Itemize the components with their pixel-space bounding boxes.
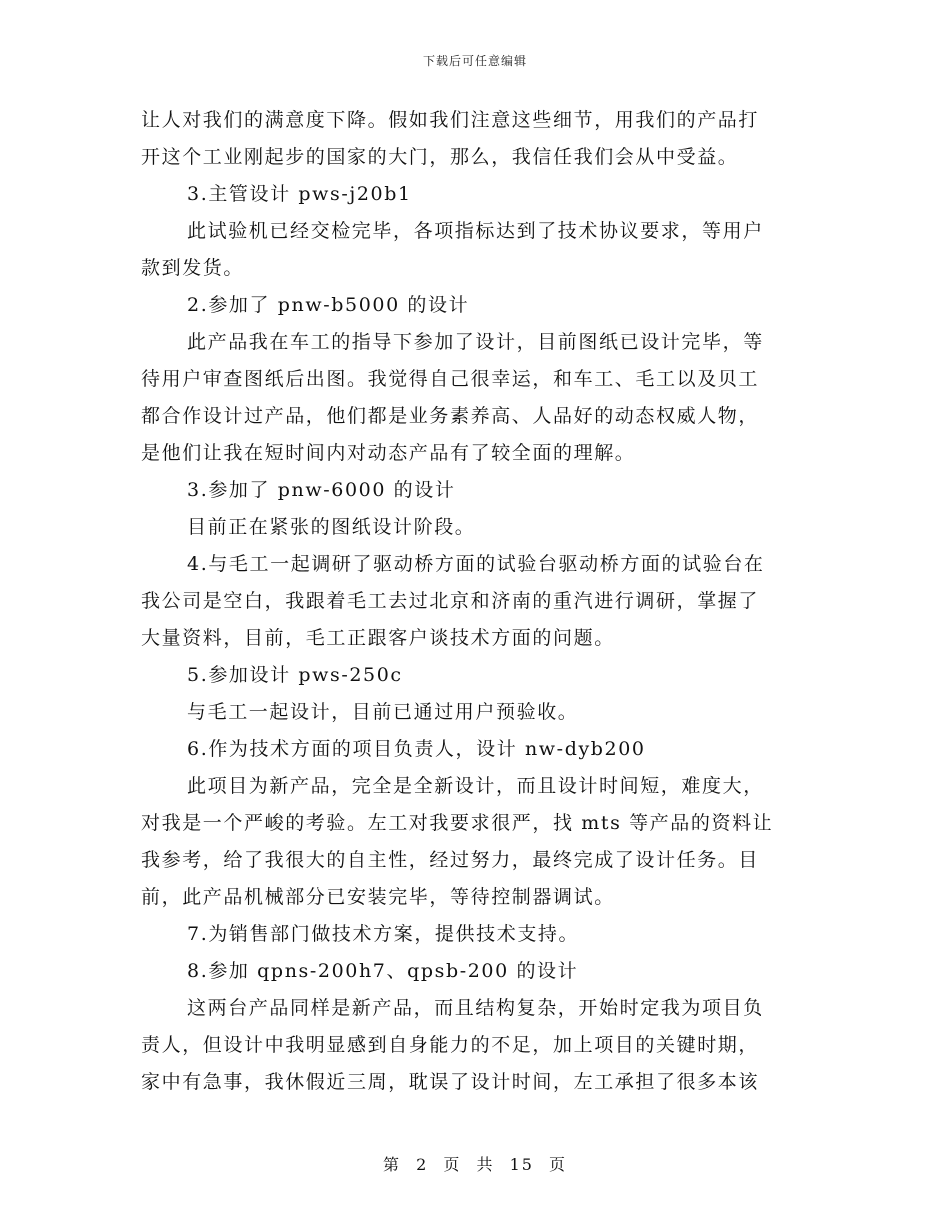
text-line: 都合作设计过产品，他们都是业务素养高、人品好的动态权威人物， — [141, 405, 760, 427]
footer-page-word: 页 — [443, 1155, 462, 1174]
document-body — [141, 102, 811, 1101]
text-line: 责人，但设计中我明显感到自身能力的不足，加上项目的关键时期， — [141, 1034, 760, 1056]
footer-total-pages: 15 — [509, 1155, 534, 1174]
text-line: 2.参加了 pnw-b5000 的设计 — [187, 294, 470, 316]
text-line: 3.参加了 pnw-6000 的设计 — [187, 479, 456, 501]
text-line: 这两台产品同样是新产品，而且结构复杂，开始时定我为项目负 — [187, 997, 764, 1019]
text-line: 3.主管设计 pws-j20b1 — [187, 183, 412, 205]
text-line: 我公司是空白，我跟着毛工去过北京和济南的重汽进行调研，掌握了 — [141, 590, 760, 612]
text-line: 7.为销售部门做技术方案，提供技术支持。 — [187, 923, 580, 945]
text-line: 我参考，给了我很大的自主性，经过努力，最终完成了设计任务。目 — [141, 849, 760, 871]
footer-current-page: 2 — [416, 1155, 429, 1174]
text-line: 此产品我在车工的指导下参加了设计，目前图纸已设计完毕，等 — [187, 331, 764, 353]
text-line: 让人对我们的满意度下降。假如我们注意这些细节，用我们的产品打 — [141, 109, 760, 131]
text-line: 家中有急事，我休假近三周，耽误了设计时间，左工承担了很多本该 — [141, 1071, 760, 1093]
text-line: 4.与毛工一起调研了驱动桥方面的试验台驱动桥方面的试验台在 — [187, 553, 765, 575]
footer-prefix: 第 — [382, 1155, 401, 1174]
text-line: 款到发货。 — [141, 257, 245, 279]
text-line: 待用户审查图纸后出图。我觉得自己很幸运，和车工、毛工以及贝工 — [141, 368, 760, 390]
text-line: 与毛工一起设计，目前已通过用户预验收。 — [187, 701, 579, 723]
footer-total-word: 共 — [476, 1155, 495, 1174]
text-line: 此试验机已经交检完毕，各项指标达到了技术协议要求，等用户 — [187, 220, 764, 242]
text-line: 目前正在紧张的图纸设计阶段。 — [187, 516, 476, 538]
text-line: 此项目为新产品，完全是全新设计，而且设计时间短，难度大， — [187, 775, 764, 797]
text-line: 5.参加设计 pws-250c — [187, 664, 403, 686]
text-line: 前，此产品机械部分已安装完毕，等待控制器调试。 — [141, 886, 615, 908]
page-header: 下载后可任意编辑 — [422, 54, 527, 68]
footer-page-word-2: 页 — [549, 1155, 568, 1174]
page-footer — [0, 1152, 950, 1175]
text-line: 大量资料，目前，毛工正跟客户谈技术方面的问题。 — [141, 627, 615, 649]
text-line: 对我是一个严峻的考验。左工对我要求很严，找 mts 等产品的资料让 — [141, 812, 774, 834]
text-line: 是他们让我在短时间内对动态产品有了较全面的理解。 — [141, 442, 636, 464]
text-line: 6.作为技术方面的项目负责人，设计 nw-dyb200 — [187, 738, 646, 760]
text-line: 开这个工业刚起步的国家的大门，那么，我信任我们会从中受益。 — [141, 146, 739, 168]
text-line: 8.参加 qpns-200h7、qpsb-200 的设计 — [187, 960, 579, 982]
